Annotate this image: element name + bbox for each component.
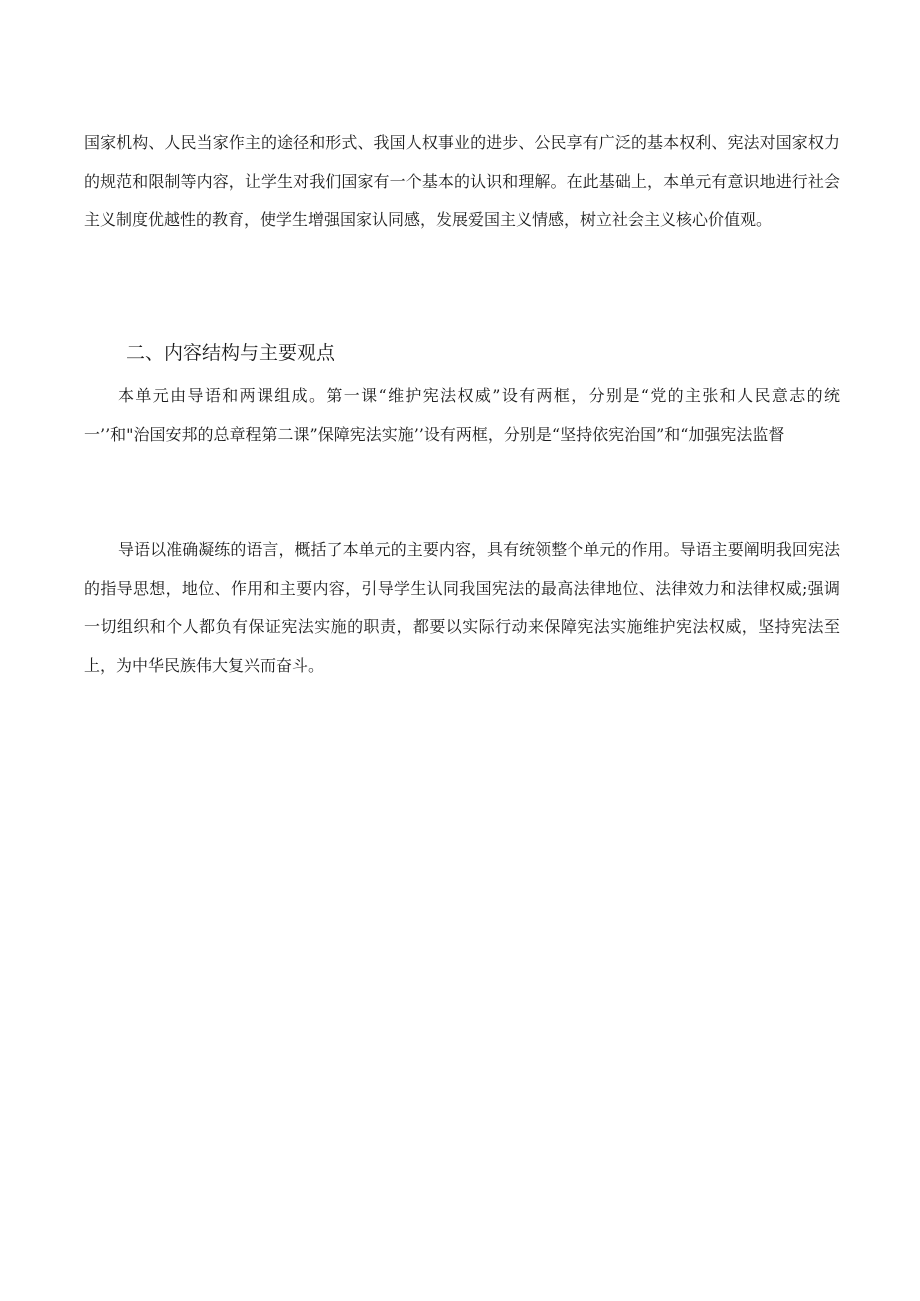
- body-paragraph-intro: 国家机构、人民当家作主的途径和形式、我国人权事业的进步、公民享有广泛的基本权利、宪法对国家权力的规范和限制等内容，让学生对我们国家有一个基本的认识和理解。在此基础上，本单元有意识地进行社会主义制度优越性的教育，使学生增强国家认同感，发展爱国主义情感，树立社会主义核心价值观。: [84, 133, 840, 229]
- body-paragraph-preface: 导语以准确凝练的语言，概括了本单元的主要内容，具有统领整个单元的作用。导语主要阐明我回宪法的指导思想，地位、作用和主要内容，引导学生认同我国宪法的最高法律地位、法律效力和法律权威;强调一切组织和个人都负有保证宪法实施的职责，都要以实际行动来保障宪法实施维护宪法权威，坚持宪法至上，为中华民族伟大复兴而奋斗。: [84, 540, 840, 675]
- section-heading: 二、内容结构与主要观点: [126, 342, 336, 364]
- body-paragraph-structure: 本单元由导语和两课组成。第一课“维护宪法权威”设有两框，分别是“党的主张和人民意志的统一’’和"治国安邦的总章程第二课”保障宪法实施’’设有两框，分别是“坚持依宪治国”和“加强宪法监督: [84, 386, 840, 444]
